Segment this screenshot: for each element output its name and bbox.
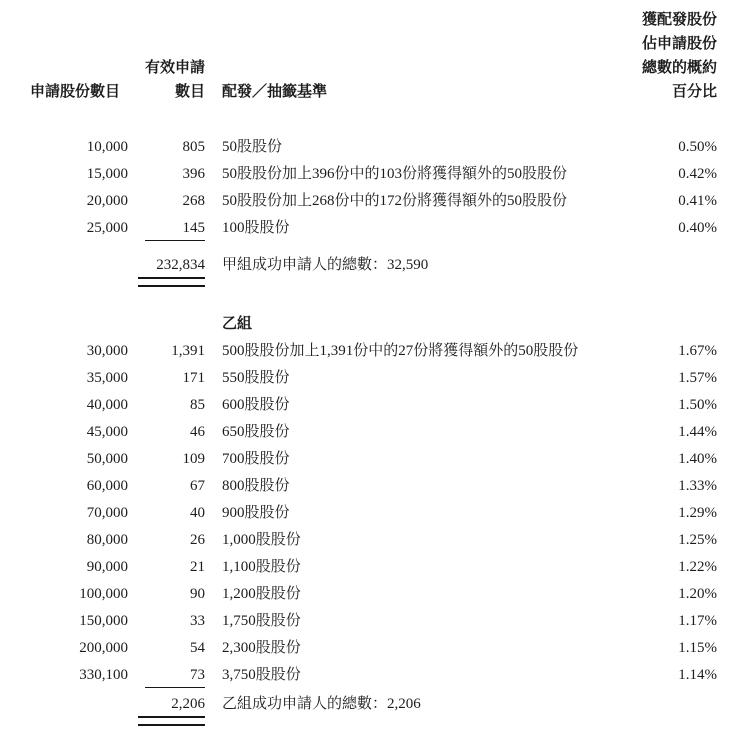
table-row	[30, 134, 717, 161]
basis-cell: 800股股份	[222, 478, 290, 494]
header-valid-applications	[128, 56, 205, 104]
valid-count-value: 73	[190, 667, 205, 683]
group-b-total-row	[30, 697, 717, 712]
group-b-total-label: 乙組成功申請人的總數：2,206	[222, 696, 421, 712]
valid-count-cell: 40	[190, 505, 205, 521]
table-header	[30, 8, 717, 104]
header-approx-percentage-line3: 總數的概約	[641, 60, 717, 76]
applied-shares-cell: 70,000	[86, 505, 128, 521]
percentage-cell: 1.33%	[678, 478, 717, 494]
applied-shares-cell: 200,000	[79, 640, 128, 656]
group-a-rows	[30, 134, 717, 242]
percentage-cell: 1.25%	[678, 532, 717, 548]
applied-shares-cell: 35,000	[86, 370, 128, 386]
percentage-cell: 1.17%	[678, 613, 717, 629]
double-total-rule	[138, 277, 205, 287]
applied-shares-cell: 45,000	[86, 424, 128, 440]
percentage-cell: 1.44%	[678, 424, 717, 440]
percentage-cell: 1.29%	[678, 505, 717, 521]
percentage-cell: 1.57%	[678, 370, 717, 386]
group-a-total-value: 232,834	[156, 257, 205, 273]
column-total-rule	[145, 687, 205, 688]
group-b-label: 乙組	[222, 316, 253, 332]
applied-shares-cell: 10,000	[86, 139, 128, 155]
table-row	[30, 215, 717, 242]
percentage-cell: 0.50%	[678, 139, 717, 155]
basis-cell: 50股股份加上396份中的103份將獲得額外的50股股份	[222, 166, 568, 182]
percentage-cell: 1.20%	[678, 586, 717, 602]
spacer-cell	[30, 258, 128, 273]
spacer-cell	[30, 311, 128, 338]
applied-shares-cell: 20,000	[86, 193, 128, 209]
applied-shares-cell: 80,000	[86, 532, 128, 548]
valid-count-value: 145	[182, 220, 205, 236]
valid-count-cell: 396	[182, 166, 205, 182]
header-approx-percentage	[622, 8, 717, 104]
percentage-cell: 1.14%	[678, 667, 717, 683]
valid-count-cell: 109	[182, 451, 205, 467]
header-approx-percentage-line2: 佔申請股份	[641, 36, 717, 52]
basis-cell: 100股股份	[222, 220, 290, 236]
header-approx-percentage-line1: 獲配發股份	[641, 12, 717, 28]
basis-cell: 700股股份	[222, 451, 290, 467]
applied-shares-cell: 15,000	[86, 166, 128, 182]
percentage-cell: 1.22%	[678, 559, 717, 575]
percentage-cell: 0.42%	[678, 166, 717, 182]
valid-count-cell: 21	[190, 559, 205, 575]
table-row	[30, 581, 717, 608]
group-a-total-row	[30, 258, 717, 273]
applied-shares-cell: 150,000	[79, 613, 128, 629]
basis-cell: 1,000股股份	[222, 532, 301, 548]
valid-count-cell: 805	[182, 139, 205, 155]
table-row	[30, 635, 717, 662]
applied-shares-cell: 30,000	[86, 343, 128, 359]
percentage-cell: 1.67%	[678, 343, 717, 359]
group-b-total-value: 2,206	[171, 696, 205, 712]
basis-cell: 2,300股股份	[222, 640, 301, 656]
percentage-cell: 0.41%	[678, 193, 717, 209]
spacer-cell	[30, 697, 128, 712]
table-row	[30, 161, 717, 188]
table-row	[30, 365, 717, 392]
valid-count-cell: 33	[190, 613, 205, 629]
spacer-cell	[622, 311, 717, 338]
percentage-cell: 1.50%	[678, 397, 717, 413]
basis-cell: 1,200股股份	[222, 586, 301, 602]
basis-cell: 550股股份	[222, 370, 290, 386]
table-row	[30, 392, 717, 419]
applied-shares-cell: 50,000	[86, 451, 128, 467]
applied-shares-cell: 60,000	[86, 478, 128, 494]
valid-count-cell: 90	[190, 586, 205, 602]
valid-count-cell: 67	[190, 478, 205, 494]
valid-count-cell: 54	[190, 640, 205, 656]
percentage-cell: 1.40%	[678, 451, 717, 467]
valid-count-cell	[128, 662, 205, 689]
spacer-cell	[128, 311, 205, 338]
table-row	[30, 608, 717, 635]
percentage-cell: 1.15%	[678, 640, 717, 656]
header-basis-of-allotment: 配發／抽籤基準	[222, 84, 328, 100]
valid-count-cell: 46	[190, 424, 205, 440]
valid-count-cell	[128, 215, 205, 242]
basis-cell: 900股股份	[222, 505, 290, 521]
header-approx-percentage-line4: 百分比	[671, 84, 717, 100]
basis-cell: 500股股份加上1,391份中的27份將獲得額外的50股股份	[222, 343, 579, 359]
applied-shares-cell: 25,000	[86, 220, 128, 236]
valid-count-cell: 1,391	[171, 343, 205, 359]
valid-count-cell: 26	[190, 532, 205, 548]
column-total-rule	[145, 240, 205, 241]
group-a-total-label: 甲組成功申請人的總數：32,590	[222, 257, 429, 273]
table-row	[30, 446, 717, 473]
valid-count-cell: 171	[182, 370, 205, 386]
table-row	[30, 500, 717, 527]
table-row	[30, 527, 717, 554]
basis-cell: 50股股份	[222, 139, 283, 155]
group-b-label-row	[30, 311, 717, 338]
valid-count-cell: 268	[182, 193, 205, 209]
table-row	[30, 419, 717, 446]
basis-cell: 1,750股股份	[222, 613, 301, 629]
table-row	[30, 662, 717, 689]
table-row	[30, 188, 717, 215]
applied-shares-cell: 90,000	[86, 559, 128, 575]
group-b-section	[30, 311, 717, 689]
percentage-cell: 0.40%	[678, 220, 717, 236]
double-total-rule	[138, 716, 205, 726]
header-applied-shares: 申請股份數目	[30, 84, 121, 100]
applied-shares-cell: 100,000	[79, 586, 128, 602]
applied-shares-cell: 40,000	[86, 397, 128, 413]
basis-cell: 50股股份加上268份中的172份將獲得額外的50股股份	[222, 193, 568, 209]
group-b-total-valid	[128, 697, 205, 712]
header-valid-applications-line2: 數目	[174, 84, 205, 100]
spacer-cell	[622, 697, 717, 712]
applied-shares-cell: 330,100	[79, 667, 128, 683]
header-valid-applications-line1: 有效申請	[144, 60, 205, 76]
table-row	[30, 338, 717, 365]
basis-cell: 1,100股股份	[222, 559, 301, 575]
group-a-total-valid	[128, 258, 205, 273]
basis-cell: 3,750股股份	[222, 667, 301, 683]
basis-cell: 600股股份	[222, 397, 290, 413]
table-row	[30, 473, 717, 500]
basis-cell: 650股股份	[222, 424, 290, 440]
valid-count-cell: 85	[190, 397, 205, 413]
spacer-cell	[622, 258, 717, 273]
table-row	[30, 554, 717, 581]
